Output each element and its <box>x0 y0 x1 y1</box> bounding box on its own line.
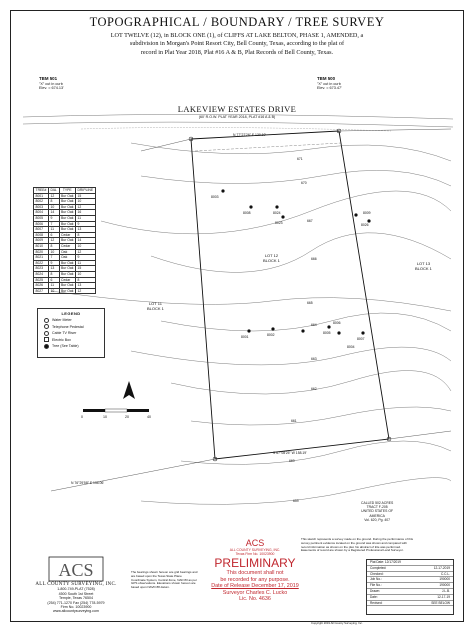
table-cell: 9 <box>75 255 95 261</box>
table-cell: Bur Oak <box>61 266 74 271</box>
corps-line: Vol. 620, Pg. 407 <box>364 517 391 522</box>
contour-label: 661 <box>291 419 297 423</box>
preliminary-stamp <box>209 538 301 603</box>
table-cell: 8003 <box>34 204 49 210</box>
tree-label: 8004 <box>347 345 355 349</box>
tree-label: 8008 <box>243 211 251 215</box>
tree-label: 8009 <box>363 211 371 215</box>
tree-marker <box>249 205 252 208</box>
table-cell: 8 <box>48 271 59 277</box>
stamp-title: PRELIMINARY <box>214 556 296 570</box>
tree-marker <box>247 329 250 332</box>
road-row: (60' R.O.W. PLAT YEAR 2018, PLAT #16 A & B) <box>198 115 276 119</box>
title-block-value: 190000 <box>439 577 450 582</box>
title-block-row <box>367 601 453 607</box>
lot-number: LOT 11 <box>148 301 162 306</box>
table-cell: Bur Oak <box>61 221 74 226</box>
lot-label-right <box>415 261 432 271</box>
block-number: BLOCK 1 <box>263 258 280 263</box>
contour-lines <box>51 143 451 504</box>
table-cell: 8010 <box>34 243 49 249</box>
legend-item <box>44 337 104 342</box>
stamp-release-date: Date of Release December 17, 2019 <box>211 583 299 590</box>
table-cell: 6 <box>48 232 59 238</box>
logo-letters: ACS <box>58 560 94 580</box>
title-block-key: Revised: <box>370 600 383 605</box>
contour-line <box>191 407 451 425</box>
tree-marker <box>281 215 284 218</box>
table-cell: 8020 <box>34 249 49 255</box>
tree-icon <box>44 344 49 349</box>
company-name: ALL COUNTY SURVEYING, INC. <box>35 582 117 587</box>
table-cell: 8 <box>75 277 95 283</box>
table-cell: Bur Oak <box>61 283 74 288</box>
lot-number: LOT 13 <box>416 261 431 266</box>
scale-tick: 40 <box>147 415 151 419</box>
legal-line: LOT TWELVE (12), in BLOCK ONE (1), of CLIFFS AT LAKE BELTON, PHASE 1, AMENDED, a <box>110 32 364 39</box>
company-info <box>29 583 123 614</box>
lot-label-center <box>263 253 280 263</box>
title-block-header-text: Plat Date: 12/17/2019 <box>370 560 401 564</box>
statement-line: This sketch represents a survey made on the ground. During the performance of this <box>301 537 414 541</box>
stamp-acs: ACS <box>245 538 265 548</box>
tbm-right <box>317 77 342 91</box>
tree-marker <box>361 331 364 334</box>
legend-title: LEGEND <box>61 311 81 316</box>
contour-label: 666 <box>311 257 317 261</box>
table-cell: 11 <box>48 227 59 233</box>
table-cell: 7 <box>48 221 59 227</box>
tree-label: 8026 <box>361 223 369 227</box>
note-line: The bearings shown hereon are grid bearings and <box>131 570 198 574</box>
table-cell: 8006 <box>34 221 49 227</box>
legend-label: Water Meter <box>52 318 72 323</box>
tbm-elev: Elev. = 674.13' <box>39 86 64 91</box>
block-number: BLOCK 1 <box>147 306 164 311</box>
stamp-license: Lic. No. 4636 <box>239 596 271 603</box>
table-cell: 15 <box>75 193 95 199</box>
tree-marker <box>337 331 340 334</box>
table-row <box>34 288 96 294</box>
contour-label: 663 <box>311 357 317 361</box>
table-cell: 9 <box>48 260 59 266</box>
legend-item <box>44 318 104 323</box>
table-cell: 15 <box>75 266 95 272</box>
table-cell: 8009 <box>34 238 49 244</box>
table-cell: Bur Oak <box>61 271 74 276</box>
company-line: Temple, Texas 76504 <box>59 596 93 601</box>
legend <box>37 308 105 358</box>
survey-sheet <box>10 10 464 625</box>
table-cell: 10 <box>48 288 59 294</box>
scale-bar-segment <box>105 409 127 412</box>
column-header: TYPE <box>59 188 75 194</box>
bearing-top: N 77°27'26" E 130.10' <box>233 133 267 137</box>
cable-riser-icon <box>44 331 49 336</box>
table-cell: Bur Oak <box>61 199 74 204</box>
legal-line: record in Plat Year 2018, Plat #16 A & B, Plat Records of Bell County, Texas. <box>140 48 334 56</box>
table-cell: 16 <box>75 210 95 216</box>
stamp-line: This document shall not <box>226 570 284 576</box>
title-block-value: C.C.L. <box>440 571 450 576</box>
company-line: Firm No. 10023900 <box>60 605 92 610</box>
table-cell: 10 <box>48 249 59 255</box>
stamp-firm-no: Texas Firm No. 10023900 <box>235 552 275 556</box>
title-block-key: File No.: <box>370 583 382 588</box>
table-cell: 14 <box>75 238 95 244</box>
tree-label: 8001 <box>241 335 249 339</box>
table-cell: 8027 <box>34 288 49 294</box>
tree-marker <box>301 329 304 332</box>
contour-line <box>141 170 451 186</box>
scale-bar <box>83 409 149 412</box>
title-block-value: 190000 <box>439 583 450 588</box>
tree-label: 8005 <box>323 331 331 335</box>
table-cell: 8001 <box>34 193 49 199</box>
road-name: LAKEVIEW ESTATES DRIVE <box>177 104 297 114</box>
bearing-notes <box>131 571 211 590</box>
contour-line <box>151 233 451 273</box>
tree-marker <box>221 189 224 192</box>
table-cell: Bur Oak <box>61 238 74 243</box>
table-cell: 12 <box>48 238 59 244</box>
contour-label: 665 <box>307 301 313 305</box>
lot-line-left-rear <box>51 459 215 491</box>
tree-label: 8002 <box>267 333 275 337</box>
legend-item <box>44 324 104 329</box>
table-cell: 8 <box>75 232 95 238</box>
table-cell: 9 <box>48 215 59 221</box>
tree-marker <box>271 327 274 330</box>
tree-marker <box>275 205 278 208</box>
table-cell: 8024 <box>34 271 49 277</box>
table-cell: Cedar <box>59 277 75 283</box>
survey-statement <box>301 538 451 553</box>
table-cell: 8007 <box>34 227 49 233</box>
contour-label: 662 <box>311 387 317 391</box>
table-cell: 8008 <box>34 232 49 238</box>
tree-table <box>33 187 96 294</box>
table-cell: 8025 <box>34 277 49 283</box>
contour-label: 660 <box>289 459 295 463</box>
bearing-bottom: S 67°08'25" W 158.19' <box>273 451 307 455</box>
contour-line <box>51 291 451 311</box>
table-cell: Bur Oak <box>61 260 74 265</box>
legend-label: Tree (See Table) <box>52 344 79 349</box>
table-cell: 10 <box>48 204 59 210</box>
legend-item <box>44 344 104 349</box>
bearing-far: N 76°29'58" E 156.06' <box>71 481 105 485</box>
copyright: Copyright 2019 All County Surveying, Inc. <box>311 621 363 625</box>
table-cell: 10 <box>75 199 95 205</box>
title-block-key: Completed: <box>370 565 387 570</box>
statement-line: survey pertinent evidence located on the ground was shown and compared with <box>301 540 407 545</box>
column-header: DIA. <box>50 188 58 192</box>
block-number: BLOCK 1 <box>415 266 432 271</box>
tree-label: 8023 <box>275 221 283 225</box>
telephone-pedestal-icon <box>44 324 49 329</box>
tbm-elev: Elev. = 673.47' <box>317 86 342 91</box>
table-cell: Bur Oak <box>61 204 74 209</box>
table-cell: 8002 <box>34 199 49 205</box>
table-cell: Oak <box>59 255 75 261</box>
title-block-value: J.L.B. <box>441 588 450 593</box>
table-cell: 8021 <box>34 255 49 261</box>
table-cell: 12 <box>48 193 59 199</box>
table-cell: 8 <box>48 199 59 205</box>
table-cell: 8005 <box>34 215 49 221</box>
corps-line: AMERICA <box>369 513 385 518</box>
table-cell: 8026 <box>34 283 49 289</box>
corps-tract-note <box>361 501 393 522</box>
title-block-key: Drawn: <box>370 588 381 593</box>
scale-tick: 0 <box>81 415 83 419</box>
note-line: Coordinate System, Central Zone, NAD 83 as per <box>131 577 197 582</box>
table-cell: 8004 <box>34 210 49 216</box>
table-header-row <box>34 188 96 194</box>
company-line: www.allcountysurveying.com <box>53 609 99 614</box>
stamp-surveyor: Surveyor Charles C. Lucko <box>222 589 288 596</box>
tbm-name: TBM 501 <box>39 76 58 81</box>
note-line: are based upon the Texas State Plane <box>131 573 182 578</box>
title-block <box>366 559 454 615</box>
contour-label: 671 <box>297 157 303 161</box>
legal-line: subdivision in Morgan's Point Resort City, Bell County, Texas, according to the plat of <box>129 40 345 48</box>
tbm-desc: "X" cut in curb <box>317 81 341 86</box>
title-block-key: Date: <box>370 594 378 599</box>
tree-label: 8003 <box>211 195 219 199</box>
statement-line: Easements of record are shown by a Registered Professional Land Surveyor. <box>301 548 404 553</box>
table-cell: 10 <box>75 243 95 249</box>
note-line: GPS observations. Elevations shown hereon are <box>131 581 196 586</box>
corner-markers <box>189 129 391 461</box>
statement-line: record information as shown on the plat. No abstract of title was performed. <box>301 544 401 549</box>
tree-marker <box>327 325 330 328</box>
lot-boundary <box>191 131 389 459</box>
legend-label: Cable TV Riser <box>52 331 77 336</box>
contour-label: 664 <box>311 323 317 327</box>
table-cell: 12 <box>75 288 95 294</box>
table-cell: Oak <box>59 249 75 255</box>
title-block-key: Job No.: <box>370 577 382 582</box>
lot-number: LOT 12 <box>264 253 279 258</box>
table-cell: 13 <box>48 266 59 272</box>
table-cell: 8023 <box>34 266 49 272</box>
scale-bar-segment <box>127 409 149 412</box>
stamp-line: be recorded for any purpose. <box>220 576 290 583</box>
corps-line: UNITED STATES OF <box>361 509 394 514</box>
lot-label-left <box>147 301 164 311</box>
table-cell: 12 <box>75 204 95 210</box>
table-cell: 14 <box>48 210 59 216</box>
north-arrow-icon <box>123 381 135 399</box>
table-cell: 6 <box>48 277 59 283</box>
lot-line-left <box>141 139 191 151</box>
road-edge-south <box>23 122 453 127</box>
tree-label: 8007 <box>357 337 365 341</box>
title-block-rows <box>367 566 453 607</box>
company-line: 4500 South 1st Street <box>58 591 94 596</box>
contour-label: 667 <box>307 219 313 223</box>
tree-table-body <box>34 193 96 294</box>
table-cell: 8 <box>48 243 59 249</box>
legend-label: Electric Box <box>52 337 71 342</box>
table-cell: 12 <box>75 249 95 255</box>
water-meter-icon <box>44 318 49 323</box>
title-block-value: 12-17-2019 <box>433 565 450 570</box>
table-cell: Bur Oak <box>61 288 74 293</box>
survey-title: TOPOGRAPHICAL / BOUNDARY / TREE SURVEY <box>89 15 385 29</box>
title-block-value: SEE BELOW <box>431 600 450 605</box>
column-header: DRIPLINE <box>77 188 94 192</box>
company-line: (254) 771-1270 Fax (254) 778-5979 <box>47 600 105 605</box>
table-cell: Cedar <box>59 232 75 238</box>
tree-label: 8006 <box>333 321 341 325</box>
table-cell: 11 <box>75 215 95 221</box>
table-cell: Bur Oak <box>61 193 74 198</box>
tree-label: 8024 <box>273 211 281 215</box>
company-line: 1-800-749-PLAT (7528) <box>57 587 95 592</box>
electric-box-icon <box>44 337 49 342</box>
contour-line <box>181 441 451 464</box>
table-cell: 10 <box>75 271 95 277</box>
note-line: based upon NAVD 88 datum. <box>131 585 170 590</box>
table-cell: 11 <box>75 260 95 266</box>
scale-bar-segment <box>83 409 105 412</box>
contour-line <box>131 347 451 365</box>
lot-line-right-rear <box>389 431 451 439</box>
scale-tick: 10 <box>103 415 107 419</box>
legend-label: Telephone Pedestal <box>52 324 84 329</box>
scale-tick: 20 <box>125 415 129 419</box>
contour-label: 670 <box>301 181 307 185</box>
tbm-desc: "X" cut in curb <box>39 81 63 86</box>
legend-item <box>44 331 104 336</box>
table-cell: Bur Oak <box>61 227 74 232</box>
corps-line: CALLED 502 ACRES <box>361 501 394 505</box>
tbm-name: TBM 500 <box>317 76 336 81</box>
table-cell: 9 <box>75 221 95 227</box>
table-cell: 13 <box>75 227 95 233</box>
table-cell: 8022 <box>34 260 49 266</box>
curb-line <box>81 127 391 131</box>
table-cell: Bur Oak <box>61 210 74 215</box>
building-setback-line <box>195 143 341 151</box>
title-block-key: Checked: <box>370 571 384 576</box>
table-cell: 11 <box>48 283 59 289</box>
contour-label: 659 <box>293 499 299 503</box>
tbm-left <box>39 77 64 91</box>
tree-marker <box>354 213 357 216</box>
table-cell: Cedar <box>59 243 75 249</box>
table-cell: Bur Oak <box>61 215 74 220</box>
table-cell: 13 <box>75 283 95 289</box>
column-header: TREE# <box>35 188 47 192</box>
stamp-firm: ALL COUNTY SURVEYING, INC. <box>229 548 281 552</box>
north-arrow-shape <box>123 381 135 399</box>
corps-line: TRACT F-205 <box>366 505 388 510</box>
table-cell: 7 <box>48 255 59 261</box>
title-block-value: 12-17-19 <box>437 594 450 599</box>
